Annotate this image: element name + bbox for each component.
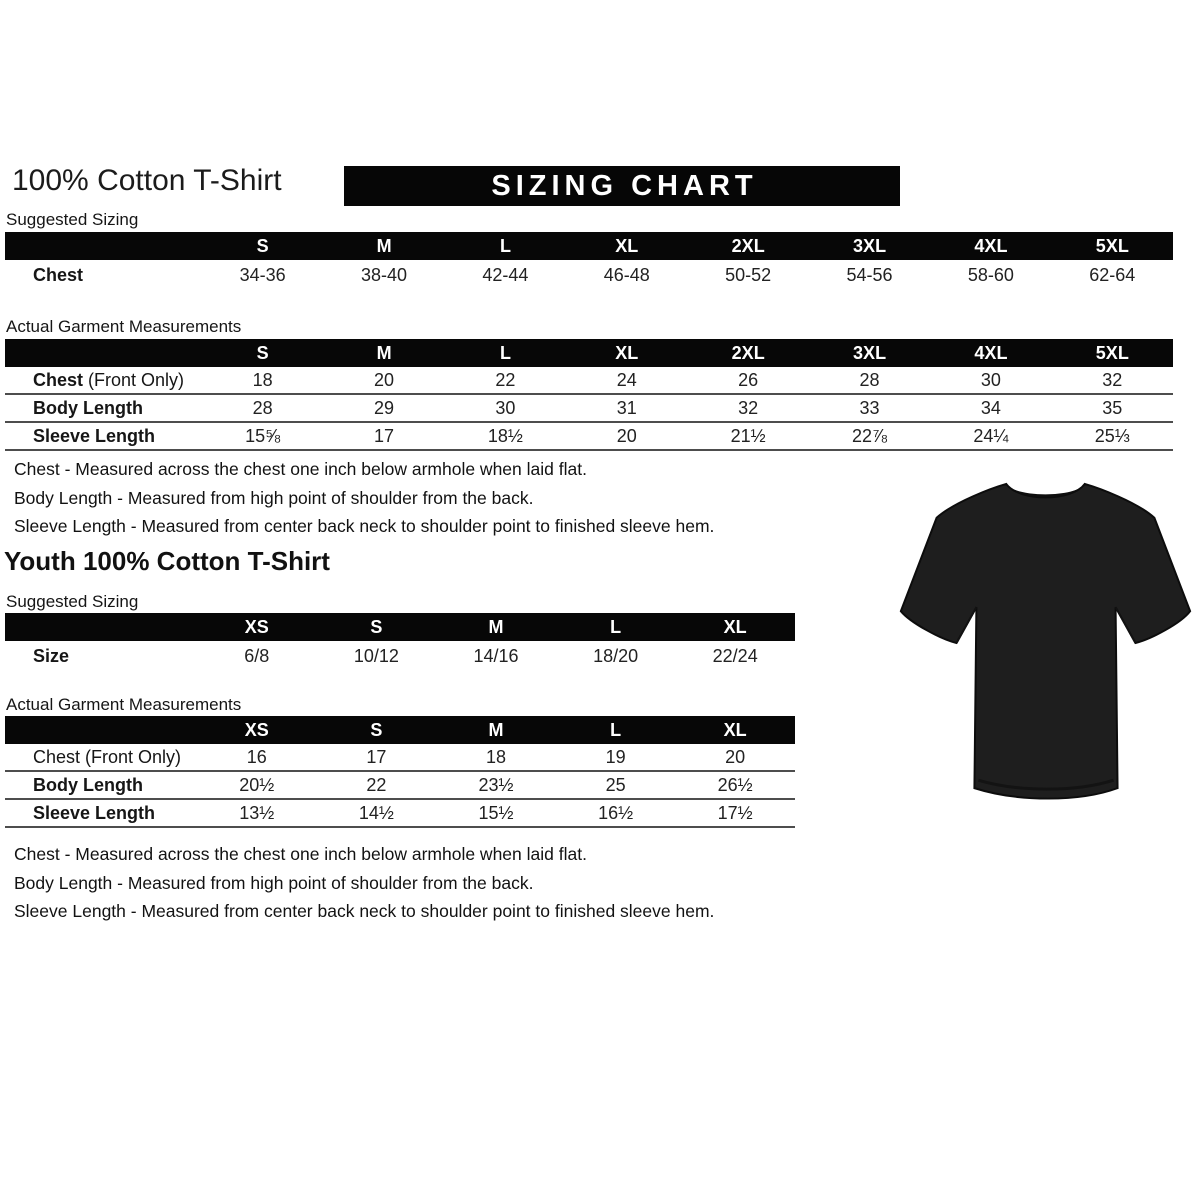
row-label-suffix: (Front Only) [83,369,185,390]
cell-value: 28 [809,367,930,395]
size-header: L [445,232,566,260]
cell-value: 22 [317,772,437,800]
cell-value: 18½ [445,423,566,451]
cell-value: 24 [566,367,687,395]
cell-value: 30 [930,367,1051,395]
cell-value: 23½ [436,772,556,800]
cell-value: 18 [202,367,323,395]
cell-value: 38-40 [361,265,408,285]
note-chest: Chest - Measured across the chest one inch below armhole when laid flat. [14,844,587,864]
cell-value: 31 [566,395,687,423]
cell-value: 14½ [317,800,437,828]
size-header: 2XL [688,232,809,260]
cell-value: 18/20 [593,646,639,666]
cell-value: 46-48 [603,265,650,285]
size-header: 5XL [1052,339,1173,367]
cell-value: 25⅓ [1052,423,1173,451]
cell-value: 26 [688,367,809,395]
size-header-empty [5,339,202,367]
adult-measurement-notes [14,455,714,541]
adult-suggested-sizing-table [5,232,1173,291]
cell-value: 20 [675,744,795,772]
cell-value: 20 [566,423,687,451]
cell-value: 26½ [675,772,795,800]
cell-value: 30 [445,395,566,423]
cell-value: 15⅝ [202,423,323,451]
adult-measurements-label: Actual Garment Measurements [6,317,242,336]
size-header: M [323,339,444,367]
size-header: XL [566,339,687,367]
cell-value: 14/16 [473,646,519,666]
adult-suggested-sizing-label: Suggested Sizing [6,210,139,229]
cell-value: 24¼ [930,423,1051,451]
size-header: M [436,716,556,744]
size-header: L [445,339,566,367]
row-label-body-length: Body Length [5,395,202,423]
size-header: 3XL [809,232,930,260]
cell-value: 33 [809,395,930,423]
youth-measurement-notes [14,840,714,926]
size-header: 5XL [1052,232,1173,260]
tshirt-image [893,472,1195,810]
cell-value: 28 [202,395,323,423]
cell-value: 32 [1052,367,1173,395]
size-header-empty [5,716,197,744]
youth-suggested-sizing-table [5,613,795,672]
youth-measurements-table [5,716,795,828]
youth-measurements-label: Actual Garment Measurements [6,695,242,714]
row-label-bold: Chest [33,369,84,390]
cell-value: 34-36 [239,265,286,285]
size-header: L [556,716,676,744]
size-header: 3XL [809,339,930,367]
cell-value: 17 [323,423,444,451]
cell-value: 22 [445,367,566,395]
size-header: M [323,232,444,260]
cell-value: 54-56 [846,265,893,285]
size-header: 4XL [930,339,1051,367]
note-body-length: Body Length - Measured from high point of shoulder from the back. [14,872,534,893]
cell-value: 16 [197,744,317,772]
cell-value: 18 [436,744,556,772]
cell-value: 22⅞ [809,423,930,451]
size-header-empty [5,613,197,641]
note-body-length: Body Length - Measured from high point of shoulder from the back. [14,487,534,508]
size-header: 4XL [930,232,1051,260]
cell-value: 58-60 [967,265,1014,285]
cell-value: 32 [688,395,809,423]
row-label-size: Size [33,646,70,666]
row-label-chest [5,367,202,395]
page-title: 100% Cotton T-Shirt [12,164,282,197]
tshirt-body-shape [901,484,1190,799]
cell-value: 15½ [436,800,556,828]
size-header: XL [675,613,795,641]
row-label-sleeve-length: Sleeve Length [5,800,197,828]
size-header: S [317,716,437,744]
cell-value: 13½ [197,800,317,828]
size-header: XS [197,716,317,744]
note-chest: Chest - Measured across the chest one inch below armhole when laid flat. [14,459,587,479]
cell-value: 34 [930,395,1051,423]
size-header: L [556,613,676,641]
size-header: S [202,339,323,367]
cell-value: 19 [556,744,676,772]
cell-value: 22/24 [712,646,758,666]
cell-value: 21½ [688,423,809,451]
note-sleeve-length: Sleeve Length - Measured from center back neck to shoulder point to finished sleeve hem. [14,901,715,921]
size-header: XS [197,613,317,641]
cell-value: 20 [323,367,444,395]
row-label-body-length: Body Length [5,772,197,800]
size-header: S [317,613,437,641]
cell-value: 42-44 [482,265,529,285]
youth-section-title: Youth 100% Cotton T-Shirt [4,546,330,576]
cell-value: 50-52 [725,265,772,285]
cell-value: 25 [556,772,676,800]
cell-value: 16½ [556,800,676,828]
size-header-empty [5,232,202,260]
youth-suggested-sizing-label: Suggested Sizing [6,592,139,611]
cell-value: 17 [317,744,437,772]
size-header: M [436,613,556,641]
row-label-chest: Chest (Front Only) [5,744,197,772]
cell-value: 6/8 [244,646,270,666]
cell-value: 29 [323,395,444,423]
size-header: S [202,232,323,260]
cell-value: 10/12 [353,646,399,666]
adult-measurements-table [5,339,1173,451]
row-label-sleeve-length: Sleeve Length [5,423,202,451]
note-sleeve-length: Sleeve Length - Measured from center back neck to shoulder point to finished sleeve hem. [14,516,715,536]
cell-value: 17½ [675,800,795,828]
sizing-chart-banner: SIZING CHART [344,166,900,206]
size-header: XL [566,232,687,260]
size-header: 2XL [688,339,809,367]
cell-value: 20½ [197,772,317,800]
size-header: XL [675,716,795,744]
cell-value: 35 [1052,395,1173,423]
row-label-chest: Chest [33,265,84,285]
cell-value: 62-64 [1089,265,1136,285]
